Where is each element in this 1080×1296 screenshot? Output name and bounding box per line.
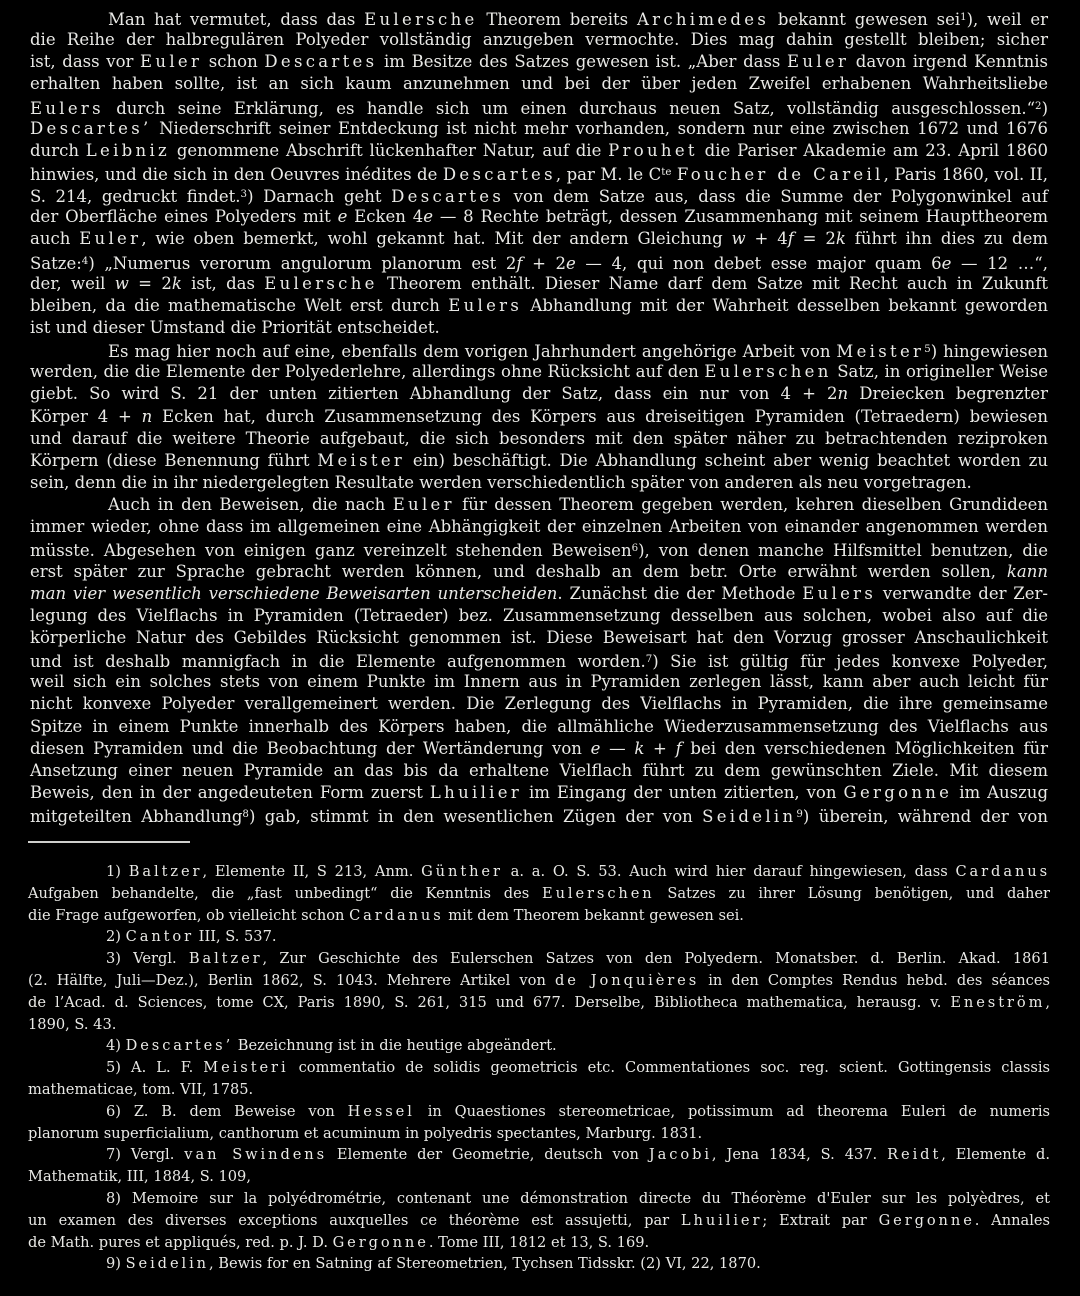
text-run: durch [30,140,86,160]
spaced-name: Cardanus [349,906,444,924]
text-run: sein, denn die in ihr niedergelegten Resultate werden verschiedentlich später von anderen als neu vorgetragen. [30,472,972,492]
text-run: ein) beschäftigt. Die Abhandlung scheint aber wenig beachtet worden zu [405,450,1048,470]
text-run: de Math. pures et appliqués, red. p. J. D. [28,1233,333,1251]
main-text-line [30,583,1048,605]
spaced-name: Lhuilier [429,782,523,802]
main-text-line [30,29,1048,51]
text-run: Mathematik, III, 1884, S. 109, [28,1168,251,1186]
spaced-name: Eulerschen [704,362,832,382]
spaced-name: Descartes’ [30,118,152,138]
text-run: ist und dieser Umstand die Priorität entscheidet. [30,317,440,337]
text-run: hinwies, und die sich in den Oeuvres inédites de [30,165,443,185]
text-run: , wie oben bemerkt, wohl gekannt hat. Mit der andern Gleichung [141,229,732,249]
text-run: im Eingang der unten zitierten, von [522,782,844,802]
footnote-line [28,905,1050,927]
italic-text: f [675,738,682,758]
main-text-line [30,561,1048,583]
text-run: + 2 [522,253,567,273]
main-text-line [30,738,1048,760]
spaced-name: Euler [140,52,203,72]
text-run: Körper 4 + [30,406,142,426]
text-run: ist, dass vor [30,52,141,72]
footnote-separator-rule [28,841,190,843]
text-run: planorum superficialium, canthorum et acuminum in polyedris spectantes, Marburg. 1831. [28,1124,703,1142]
text-run: auch [30,229,80,249]
italic-text: k [835,229,846,249]
text-run: mit dem Theorem bekannt gewesen sei. [443,906,744,924]
text-run: Spitze in einem Punkte innerhalb des Körpers haben, die allmähliche Wiederzusammensetzung des Vielflachs aus [30,716,1048,736]
text-run: Bezeichnung ist in die heutige abgeändert. [233,1037,557,1055]
text-run: , Elemente II, S 213, Anm. [202,863,422,880]
spaced-name: Meisteri [203,1059,289,1077]
footnote-line [28,926,1050,948]
main-text-line [30,538,1048,560]
text-run: giebt. So wird S. 21 der unten zitierten Abhandlung der Satz, dass ein nur von 4 + 2 [30,384,838,404]
text-run: führt ihn dies zu dem [845,229,1048,249]
text-run: Dreiecken begrenzter [848,384,1048,404]
text-run: Elemente der Geometrie, deutsch von [327,1146,649,1164]
text-run: für dessen Theorem gegeben werden, kehren dieselben Grundideen [454,495,1048,515]
footnote-line [28,883,1050,905]
spaced-name: Meister [836,342,925,362]
spaced-name: Leibniz [85,140,171,160]
main-text-line [30,649,1048,671]
text-run: 2) [106,928,126,946]
footnote-line [28,1014,1050,1036]
text-run: Aufgaben behandelte, die „fast unbedingt“ die Kenntnis des [28,884,542,902]
italic-text: n [837,384,849,404]
spaced-name: Eulers [448,295,523,315]
main-text-line [30,7,1048,29]
text-run: Theorem enthält. Dieser Name darf dem Satze mit Recht auch in Zukunft [377,273,1048,293]
footnote-marker: 7 [645,654,653,666]
spaced-name: Seidelin [125,1255,209,1273]
text-run: körperliche Natur des Gebildes Rücksicht genommen ist. Diese Beweisart hat den Vorzug grosser Anschaulichkeit [30,627,1048,647]
main-text-line [30,361,1048,383]
main-text-line [30,162,1048,184]
footnote-line [28,1210,1050,1232]
main-text-line [30,605,1048,627]
text-run: Es mag hier noch auf eine, ebenfalls dem vorigen Jahrhundert angehörige Arbeit von [108,342,837,362]
text-run: in Quaestiones stereometricae, potissimum ad theorema Euleri de numeris [414,1102,1050,1120]
spaced-name: Lhuilier [680,1211,763,1229]
spaced-name: Meister [317,450,406,470]
footnote-line [28,1079,1050,1101]
italic-text: f [516,253,523,273]
text-run: 1890, S. 43. [28,1015,117,1033]
spaced-name: Hessel [347,1102,415,1120]
main-text-line [30,295,1048,317]
main-text-line [30,206,1048,228]
text-run: Man hat vermutet, dass das [108,10,365,30]
text-run: , Zur Geschichte des Eulerschen Satzes von den Polyedern. Monatsber. d. Berlin. Akad. 1861 [262,950,1050,968]
text-run: der, weil [30,273,115,293]
text-run: — 4, qui non debet esse major quam 6 [575,253,942,273]
text-run: genommene Abschrift lückenhafter Natur, auf die [170,140,609,160]
footnote-line [28,1166,1050,1188]
text-run: — 8 Rechte beträgt, dessen Zusammenhang mit seinem Haupttheorem [432,207,1049,227]
italic-text: n [141,406,153,426]
text-run: ) gab, stimmt in den wesentlichen Zügen der von [248,807,703,827]
text-run: und darauf die weitere Theorie aufgebaut, die sich besonders mit den später näher zu betrachtenden reziproken [30,428,1048,448]
spaced-name: de Jonquières [554,971,700,989]
text-run: bei den verschiedenen Möglichkeiten für [681,738,1048,758]
main-text-line [30,693,1048,715]
footnote-line [28,1057,1050,1079]
text-run: + 4 [745,229,788,249]
text-run: von dem Satze aus, dass die Summe der Polygonwinkel auf [504,187,1049,207]
footnote-line [28,1188,1050,1210]
spaced-name: Jacobi [648,1146,712,1164]
footnote-line [28,1101,1050,1123]
main-text-line [30,118,1048,140]
italic-text: w [114,273,129,293]
italic-text: e [590,738,601,758]
spaced-name: Cantor [125,928,195,946]
footnote-marker: 9 [796,809,803,821]
spaced-name: Euler [79,229,142,249]
text-run: Satzes zu ihrer Lösung benötigen, und daher [654,884,1050,902]
text-run: Ecken 4 [347,207,424,227]
italic-text: w [731,229,746,249]
text-run: , Jena 1834, S. 437. [711,1146,888,1164]
text-run: = 2 [793,229,836,249]
text-run: , Elemente d. [941,1146,1051,1164]
text-run: — [600,738,635,758]
spaced-name: van Swindens [184,1146,328,1164]
text-run: Ecken hat, durch Zusammensetzung des Körpers aus dreiseitigen Pyramiden (Tetraedern) bewiesen [152,406,1048,426]
text-run: Beweis, den in der angedeuteten Form zuerst [30,782,430,802]
text-run: Satz, in origineller Weise [831,362,1049,382]
text-run: , [1045,993,1050,1011]
spaced-name: Reidt [887,1146,942,1164]
spaced-name: Euler [787,52,850,72]
text-run: ) überein, während der von [802,807,1048,827]
text-run: die Frage aufgeworfen, ob vielleicht schon [28,906,350,924]
footnote-line [28,1123,1050,1145]
text-run: Auch in den Beweisen, die nach [108,495,393,515]
italic-text: k [634,738,645,758]
text-run: Körpern (diese Benennung führt [30,450,318,470]
text-run: ) Darnach geht [247,187,392,207]
footnote-line [28,1144,1050,1166]
footnote-marker: 6 [631,543,639,555]
text-run: erst später zur Sprache gebracht werden können, und deshalb an dem betr. Orte erwähnt werden sollen, [30,561,1007,581]
main-text-line [30,716,1048,738]
text-run: 6) Z. B. dem Beweise von [106,1102,348,1120]
text-run: der Oberfläche eines Polyeders mit [30,207,338,227]
text-run: ) [1041,98,1048,118]
main-text-line [30,782,1048,804]
main-text-line [30,406,1048,428]
text-run: Satze: [30,253,82,273]
footnote-line [28,948,1050,970]
footnote-marker: 3 [240,189,248,201]
italic-text: kann [1006,561,1048,581]
text-run: ), von denen manche Hilfsmittel benutzen, die [638,541,1048,561]
main-text-line [30,51,1048,73]
spaced-name: Descartes’ [125,1037,234,1055]
text-run: diesen Pyramiden und die Beobachtung der Wertänderung von [30,738,591,758]
main-text-line [30,339,1048,361]
main-text-line [30,760,1048,782]
text-run: 8) Memoire sur la polyédrométrie, contenant une démonstration directe du Théorème d'Euler sur les polyèdres, et [106,1189,1050,1207]
text-run: im Auszug [952,782,1049,802]
main-text-line [30,472,1048,494]
footnote-marker: 4 [81,255,89,267]
footnote-marker: 1 [960,12,967,23]
text-run: die Reihe der halbregulären Polyeder vollständig anzugeben vermochte. Dies mag dahin gestellt bleiben; sicher [30,30,1048,50]
main-text-line [30,450,1048,472]
text-run: . Zunächst die der Methode [557,583,803,603]
text-run: 7) Vergl. [106,1146,185,1164]
italic-text: e [337,207,348,227]
text-run: müsste. Abgesehen von einigen ganz vereinzelt stehenden Beweisen [30,541,632,561]
spaced-name: Descartes [442,165,556,185]
spaced-name: Archimedes [636,10,770,30]
main-text-line [30,383,1048,405]
italic-text: e [423,207,433,227]
spaced-name: Eulersche [364,10,478,30]
main-text-line [30,317,1048,339]
italic-text: k [171,273,182,293]
main-text-line [30,273,1048,295]
spaced-name: Euler [392,495,455,515]
text-run: (2. Hälfte, Juli—Dez.), Berlin 1862, S. 1043. Mehrere Artikel von [28,971,555,989]
footnote-marker: te [661,166,672,178]
text-run: mathematicae, tom. VII, 1785. [28,1080,254,1098]
italic-text: e [566,253,576,273]
text-run: bleiben, da die mathematische Welt erst durch [30,295,449,315]
text-run: in den Comptes Rendus hebd. des séances [699,971,1050,989]
text-run: nicht konvexe Polyeder verallgemeinert werden. Die Zerlegung des Vielflachs in Pyramiden, die ihre gemeinsame [30,694,1048,714]
main-text-block [30,7,1048,826]
footnote-marker: 5 [924,344,931,356]
text-run: davon irgend Kenntnis [849,52,1048,72]
text-run: legung des Vielflachs in Pyramiden (Tetraeder) bez. Zusammensetzung desselben aus solchen, wobei also auf die [30,605,1048,625]
footnote-marker: 8 [242,809,249,821]
italic-text: e [941,253,952,273]
text-run: , Bewis for en Satning af Stereometrien, Tychsen Tidsskr. (2) VI, 22, 1870. [209,1255,761,1273]
main-text-line [30,627,1048,649]
text-run: , Paris 1860, vol. II, [883,165,1048,185]
text-run: werden, die die Elemente der Polyederlehre, allerdings ohne Rücksicht auf den [30,362,705,382]
main-text-line [30,184,1048,206]
main-text-line [30,96,1048,118]
spaced-name: Eulersche [264,273,378,293]
text-run: 9) [106,1255,126,1273]
spaced-name: Descartes [391,187,505,207]
text-run: immer wieder, ohne dass im allgemeinen eine Abhängigkeit der einzelnen Arbeiten von einander angenommen werden [30,517,1048,537]
text-run: und ist deshalb mannigfach in die Elemente aufgenommen worden. [30,652,646,672]
text-run: durch seine Erklärung, es handle sich um einen durchaus neuen Satz, vollständig ausgeschlossen.“ [103,98,1036,118]
footnote-line [28,861,1050,883]
spaced-name: Descartes [264,52,378,72]
main-text-line [30,428,1048,450]
text-run: Niederschrift seiner Entdeckung ist nicht mehr vorhanden, sondern nur eine zwischen 1672 und 1676 [151,118,1048,138]
footnote-line [28,1232,1050,1254]
text-run: 1) [106,863,129,880]
spaced-name: Baltzer [188,950,263,968]
footnote-line [28,1253,1050,1275]
main-text-line [30,804,1048,826]
footnotes-block [28,861,1050,1275]
text-run: = 2 [128,273,172,293]
main-text-line [30,494,1048,516]
main-text-line [30,516,1048,538]
text-run: Ansetzung einer neuen Pyramide an das bis da erhaltene Vielflach führt zu dem gewünschten Ziele. Mit diesem [30,760,1048,780]
main-text-line [30,228,1048,250]
spaced-name: Gergonne [332,1233,429,1251]
text-run: ist, das [181,273,265,293]
text-run: S. 214, gedruckt findet. [30,187,241,207]
text-run: , par M. le C [555,165,662,185]
text-run: die Pariser Akademie am 23. April 1860 [697,140,1048,160]
spaced-name: Eulerschen [542,884,655,902]
text-run: schon [202,52,265,72]
italic-text: f [787,229,794,249]
text-run: — 12 …“, [951,253,1048,273]
text-run: 4) [106,1037,126,1055]
text-run: . Annales [974,1211,1051,1229]
footnote-line [28,992,1050,1014]
text-run: mitgeteilten Abhandlung [30,807,243,827]
text-run: Abhandlung mit der Wahrheit desselben bekannt geworden [522,295,1048,315]
text-run: verwandte der Zer- [876,583,1048,603]
spaced-name: Gergonne [843,782,953,802]
text-run: bekannt gewesen sei [769,10,961,30]
text-run: erhalten haben sollte, ist an sich kaum anzunehmen und bei der über jeden Zweifel erhabenen Wahrheitsliebe [30,74,1048,94]
text-run: a. a. O. S. 53. Auch wird hier darauf hingewiesen, dass [502,863,956,880]
text-run: ) Sie ist gültig für jedes konvexe Polyeder, [652,652,1048,672]
spaced-name: Prouhet [608,140,698,160]
text-run: de l’Acad. d. Sciences, tome CX, Paris 1890, S. 261, 315 und 677. Derselbe, Bibliotheca mathematica, herausg. v. [28,993,951,1011]
spaced-name: Seidelin [702,807,797,827]
text-run: . Tome III, 1812 et 13, S. 169. [428,1233,650,1251]
text-run: commentatio de solidis geometricis etc. Commentationes soc. reg. scient. Gottingensis classis [288,1059,1050,1077]
spaced-name: Eneström [950,993,1046,1011]
spaced-name: Baltzer [128,863,203,880]
footnote-line [28,1035,1050,1057]
spaced-name: Gergonne [878,1211,975,1229]
text-run: ) hingewiesen [930,342,1048,362]
footnote-line [28,970,1050,992]
text-run: ) „Numerus verorum angulorum planorum est 2 [88,253,517,273]
text-run: ; Extrait par [762,1211,879,1229]
text-run: im Besitze des Satzes gewesen ist. „Aber dass [377,52,788,72]
spaced-name: Eulers [30,98,104,118]
text-run: Theorem bereits [477,10,637,30]
text-run: 5) A. L. F. [106,1059,204,1077]
spaced-name: Foucher de Careil [676,165,884,185]
text-run: + [644,738,676,758]
main-text-line [30,251,1048,273]
text-run: ), weil er [966,10,1048,30]
spaced-name: Eulers [802,583,877,603]
italic-text: man vier wesentlich verschiedene Beweisarten unterscheiden [30,583,558,603]
text-run: weil sich ein solches stets von einem Punkte im Innern aus in Pyramiden zerlegen lässt, kann aber auch leicht für [30,672,1048,692]
text-run: 3) Vergl. [106,950,189,968]
text-run: un examen des diverses exceptions auxquelles ce théorème est assujetti, par [28,1211,681,1229]
spaced-name: Günther [421,863,503,880]
main-text-line [30,73,1048,95]
footnote-marker: 2 [1035,100,1042,112]
main-text-line [30,140,1048,162]
text-run: III, S. 537. [194,928,277,946]
main-text-line [30,671,1048,693]
spaced-name: Cardanus [955,863,1050,880]
